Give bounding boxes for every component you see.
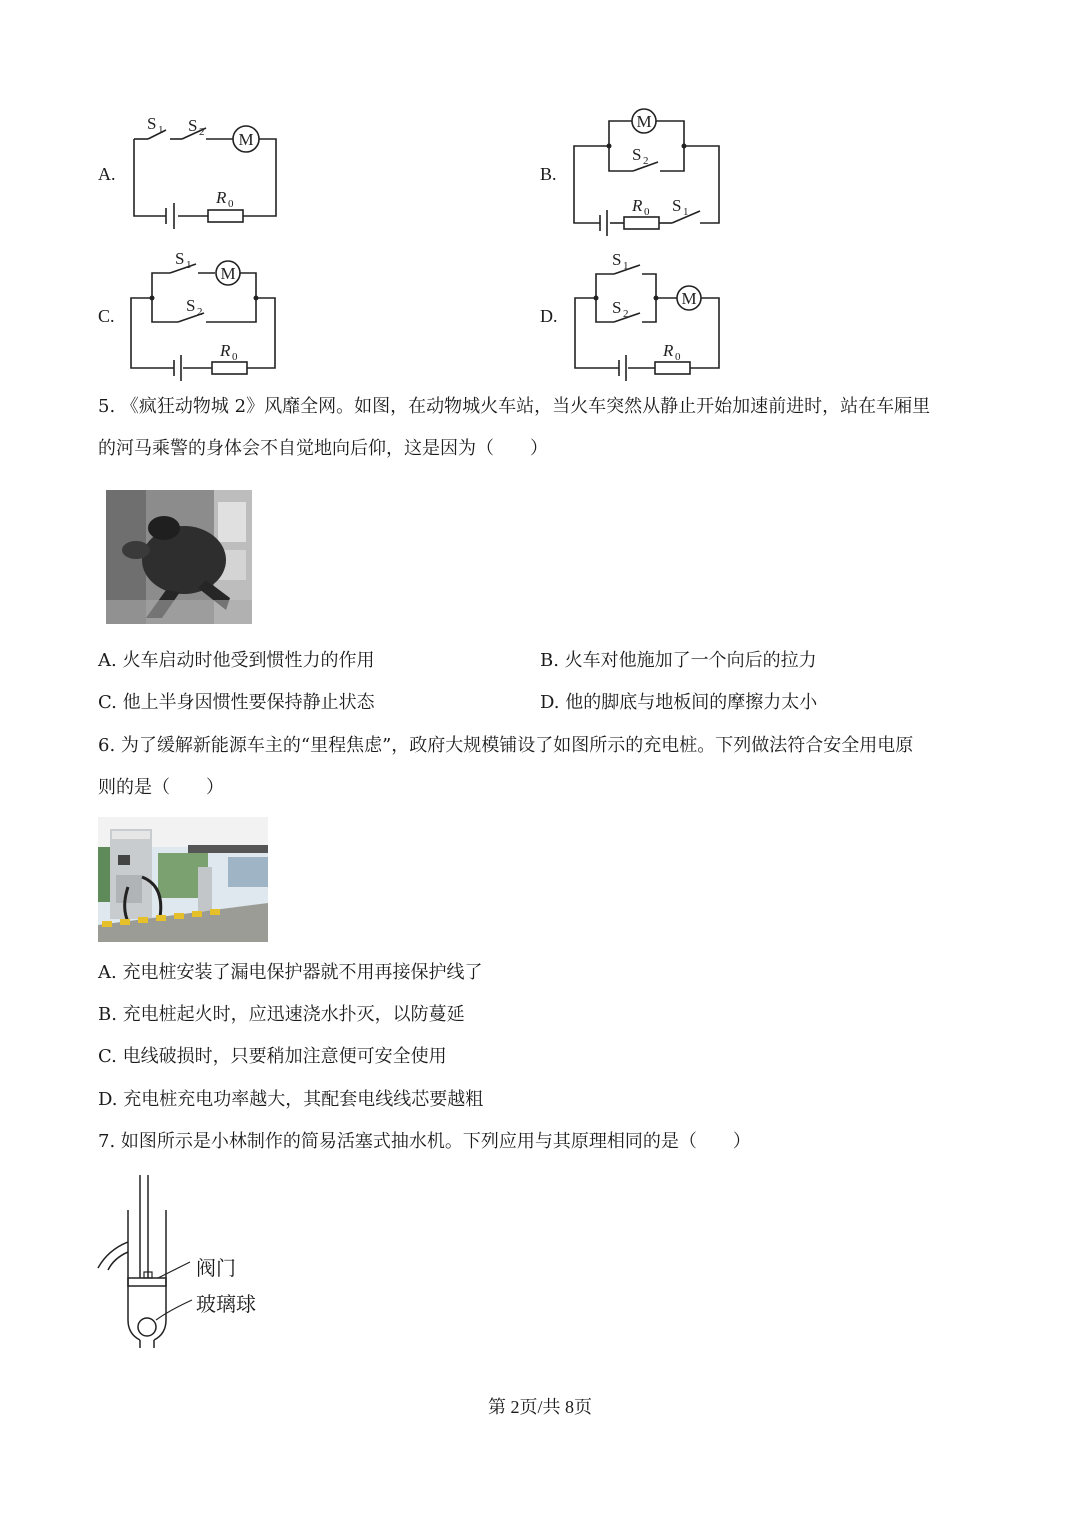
option-letter-b: B. [540,164,557,184]
svg-text:1: 1 [683,206,689,218]
q5-option-b: B. 火车对他施加了一个向后的拉力 [540,650,817,671]
svg-text:S: S [612,250,622,269]
svg-text:S: S [175,249,185,268]
svg-text:S: S [672,196,682,215]
svg-text:0: 0 [232,351,238,363]
q6-stem-line2: 则的是（ ） [98,777,224,798]
svg-text:1: 1 [158,124,164,136]
svg-text:M: M [681,289,697,308]
option-letter-c: C. [98,306,115,326]
glass-ball-label: 玻璃球 [196,1292,256,1316]
svg-text:0: 0 [675,351,681,363]
svg-text:R: R [632,196,643,215]
page-footer: 第 2页/共 8页 [487,1397,592,1417]
q5-option-a: A. 火车启动时他受到惯性力的作用 [98,650,375,671]
svg-text:0: 0 [644,206,650,218]
svg-text:M: M [636,112,652,131]
q5-stem-line2: 的河马乘警的身体会不自觉地向后仰，这是因为（ ） [98,438,548,459]
q5-option-d: D. 他的脚底与地板间的摩擦力太小 [540,692,818,713]
q6-option-c: C. 电线破损时，只要稍加注意便可安全使用 [98,1046,447,1067]
svg-text:R: R [663,341,674,360]
svg-text:R: R [220,341,231,360]
svg-text:2: 2 [197,306,203,318]
svg-text:S: S [188,116,198,135]
svg-text:1: 1 [623,260,629,272]
svg-text:2: 2 [623,308,629,320]
q5-option-c: C. 他上半身因惯性要保持静止状态 [98,692,375,713]
svg-text:2: 2 [199,126,205,138]
option-letter-d: D. [540,306,558,326]
svg-text:S: S [186,296,196,315]
motor-label-a: M [238,130,254,149]
svg-text:M: M [220,264,236,283]
svg-text:1: 1 [186,259,192,271]
svg-text:S: S [632,145,642,164]
q6-stem-line1: 6. 为了缓解新能源车主的“里程焦虑”，政府大规模铺设了如图所示的充电桩。下列做法符合安全用电原 [98,735,914,756]
q5-stem-line1: 5. 《疯狂动物城 2》风靡全网。如图，在动物城火车站，当火车突然从静止开始加速前进时，站在车厢里 [98,396,931,417]
q6-option-a: A. 充电桩安装了漏电保护器就不用再接保护线了 [98,962,483,983]
svg-text:S: S [147,114,157,133]
q6-option-b: B. 充电桩起火时，应迅速浇水扑灭，以防蔓延 [98,1004,465,1025]
svg-text:2: 2 [643,155,649,167]
svg-text:0: 0 [228,198,234,210]
valve-label: 阀门 [196,1256,236,1280]
q7-stem: 7. 如图所示是小林制作的简易活塞式抽水机。下列应用与其原理相同的是（ ） [98,1131,751,1152]
svg-text:S: S [612,298,622,317]
svg-text:R: R [216,188,227,207]
q6-option-d: D. 充电桩充电功率越大，其配套电线线芯要越粗 [98,1089,484,1110]
option-letter-a: A. [98,164,116,184]
